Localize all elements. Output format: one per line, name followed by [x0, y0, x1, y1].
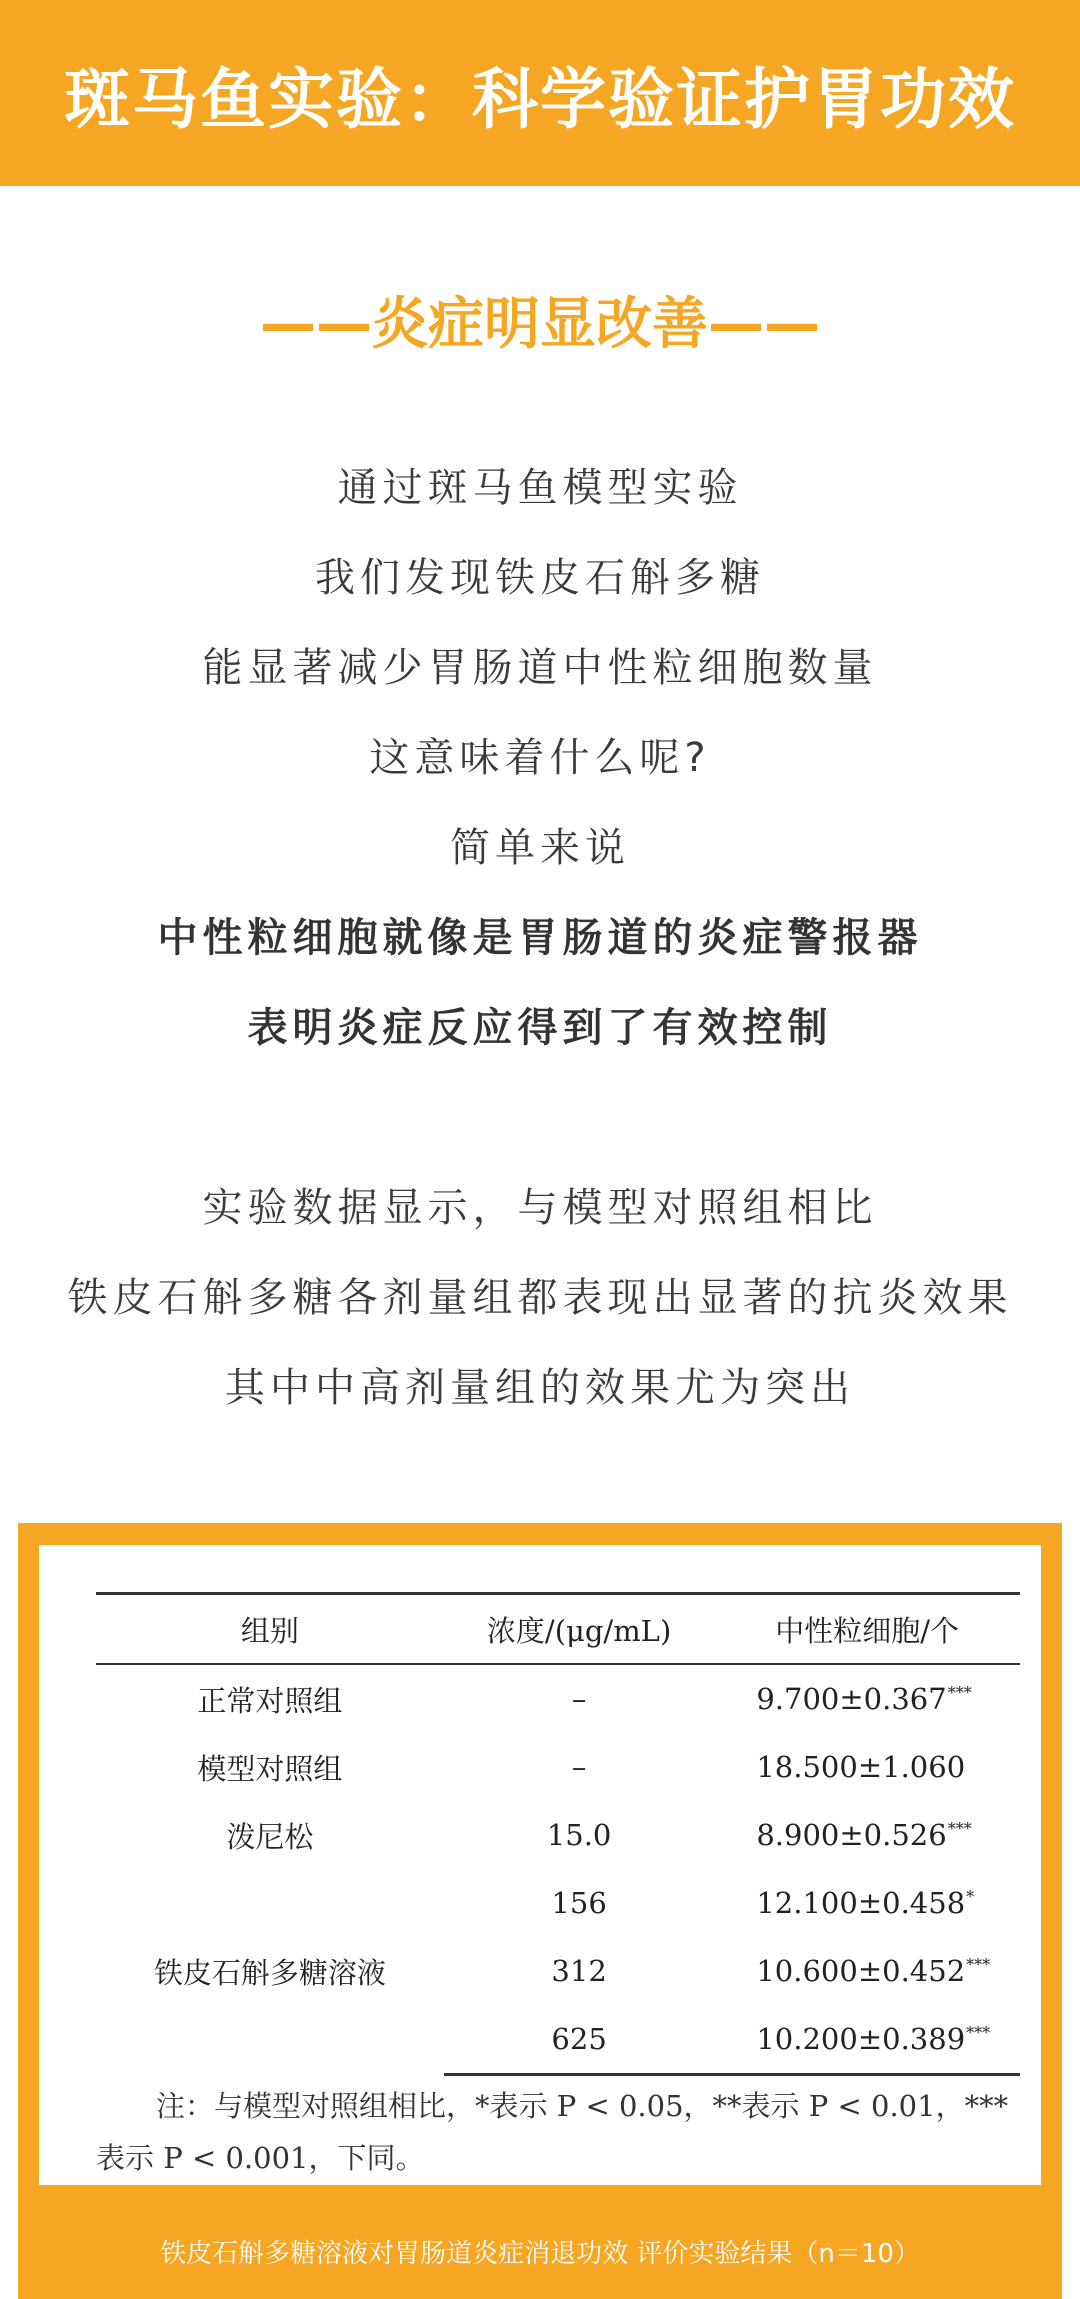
cell-concentration: 312 — [551, 1954, 607, 1988]
column-header-neutrophils: 中性粒细胞/个 — [714, 1594, 1020, 1665]
table-row — [96, 1801, 1020, 1869]
table-row — [96, 1664, 1020, 1733]
text-line: 简单来说 — [450, 825, 630, 871]
cell-value — [714, 1733, 1020, 1801]
cell-value — [714, 1664, 1020, 1733]
significance-mark: *** — [966, 1955, 991, 1975]
text-line: 铁皮石斛多糖各剂量组都表现出显著的抗炎效果 — [67, 1275, 1013, 1321]
table-header-row — [96, 1594, 1020, 1665]
table-note: 注：与模型对照组相比，*表示 P < 0.05，**表示 P < 0.01，***表示 P < 0.001，下同。 — [96, 2089, 1009, 2175]
significance-mark: * — [966, 1887, 975, 1907]
section-heading: ——炎症明显改善—— — [260, 292, 820, 357]
cell-value — [714, 1869, 1020, 1937]
text-line: 我们发现铁皮石斛多糖 — [315, 555, 765, 601]
significance-mark: *** — [947, 1819, 972, 1839]
value-text: 12.100±0.458 — [756, 1886, 966, 1920]
page-header — [0, 0, 1080, 186]
column-header-concentration: 浓度/(μg/mL) — [444, 1594, 715, 1665]
significance-mark: *** — [966, 2023, 991, 2043]
value-text: 8.900±0.526 — [756, 1818, 947, 1852]
intro-paragraph — [0, 443, 1080, 1073]
cell-concentration: 625 — [444, 2005, 715, 2075]
value-text: 10.600±0.452 — [756, 1954, 966, 1988]
text-line: 实验数据显示，与模型对照组相比 — [202, 1185, 878, 1231]
cell-group: 铁皮石斛多糖溶液 — [153, 1956, 386, 1991]
value-text: 18.500±1.060 — [756, 1750, 966, 1784]
text-line: 通过斑马鱼模型实验 — [337, 465, 743, 511]
cell-concentration: – — [571, 1682, 587, 1716]
cell-value — [714, 1937, 1020, 2005]
cell-group: 泼尼松 — [226, 1819, 314, 1854]
value-text: 9.700±0.367 — [756, 1682, 947, 1716]
table-row — [96, 1869, 1020, 1937]
cell-concentration: 15.0 — [546, 1818, 612, 1852]
cell-concentration: 156 — [551, 1886, 607, 1920]
text-line: 其中中高剂量组的效果尤为突出 — [225, 1365, 855, 1411]
results-paragraph — [0, 1163, 1080, 1433]
significance-mark: *** — [947, 1683, 972, 1703]
cell-value — [714, 2005, 1020, 2075]
cell-group: 正常对照组 — [197, 1683, 343, 1718]
emphasis-line: 中性粒细胞就像是胃肠道的炎症警报器 — [157, 915, 923, 961]
results-table — [96, 1592, 1020, 2076]
value-text: 10.200±0.389 — [756, 2022, 966, 2056]
page-title: 斑马鱼实验：科学验证护胃功效 — [64, 60, 1016, 138]
column-header-group: 组别 — [96, 1594, 444, 1665]
cell-group: 模型对照组 — [197, 1751, 343, 1786]
table-row — [96, 1733, 1020, 1801]
text-line: 这意味着什么呢? — [369, 735, 711, 781]
cell-concentration: – — [571, 1750, 587, 1784]
text-line: 能显著减少胃肠道中性粒细胞数量 — [202, 645, 878, 691]
results-card — [18, 1523, 1062, 2299]
cell-value — [714, 1801, 1020, 1869]
table-caption: 铁皮石斛多糖溶液对胃肠道炎症消退功效 评价实验结果（n＝10） — [160, 2239, 920, 2269]
table-image — [39, 1545, 1041, 2185]
emphasis-line: 表明炎症反应得到了有效控制 — [247, 1005, 833, 1051]
